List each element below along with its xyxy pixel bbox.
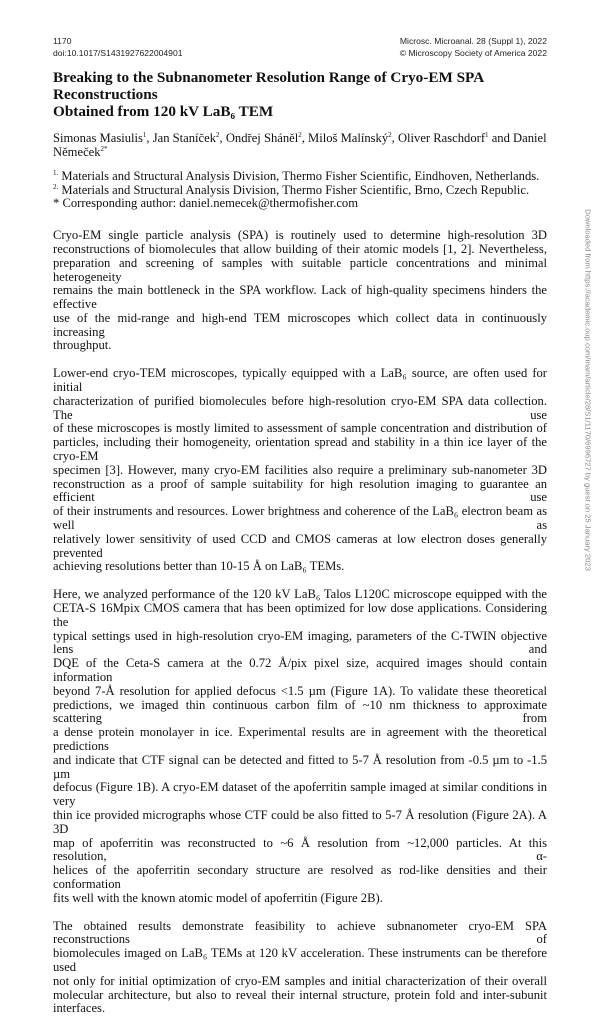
- author-affiliation-mark: 1: [142, 130, 147, 139]
- page-number: 1170: [53, 36, 72, 46]
- text-line: beyond 7-Å resolution for applied defocus <1.5 µm (Figure 1A). To validate these theoretical: [53, 683, 547, 698]
- text-line: relatively lower sensitivity of used CCD and CMOS cameras at low electron doses generally prevented: [53, 531, 547, 560]
- text-line: biomolecules imaged on LaB₆ TEMs at 120 kV acceleration. These instruments can be therefore used: [53, 946, 547, 974]
- text-line: interfaces.: [53, 1001, 106, 1016]
- affiliation-mark: 1.: [53, 168, 59, 177]
- author-affiliation-mark: 2: [388, 130, 392, 139]
- text-line: map of apoferritin was reconstructed to ~6 Å resolution from ~12,000 particles. At this resolution, α-: [53, 835, 547, 864]
- title-line: Obtained from 120 kV LaB₆ TEM: [53, 103, 274, 120]
- text-line: helices of the apoferritin secondary structure are resolved as rod-like densities and their conformation: [53, 863, 547, 891]
- text-line: The obtained results demonstrate feasibility to achieve subnanometer cryo-EM SPA reconstructions of: [53, 918, 547, 947]
- text-line: reconstructions of biomolecules that allow building of their atomic models [1, 2]. Nevertheless,: [53, 241, 547, 256]
- download-watermark: Downloaded from https://academic.oup.com/mam/article/28/S1/1170/6996727 by guest on 25 January 2023: [583, 209, 593, 571]
- author: Jan Staníček: [152, 131, 217, 145]
- affiliation-mark: *: [53, 196, 60, 211]
- author-affiliation-mark: 2*: [100, 144, 108, 153]
- text-line: throughput.: [53, 338, 112, 353]
- text-line: Cryo-EM single particle analysis (SPA) is routinely used to determine high-resolution 3D: [53, 228, 547, 243]
- text-line: a dense protein monolayer in ice. Experimental results are in agreement with the theoretical predictions: [53, 725, 547, 753]
- affiliation: [53, 184, 547, 198]
- text-line: molecular architecture, but also to reveal their internal structure, protein fold and inter-subunit: [53, 987, 547, 1002]
- paragraph-1: [53, 229, 547, 353]
- text-line: defocus (Figure 1B). A cryo-EM dataset of the apoferritin sample imaged at similar conditions in very: [53, 780, 547, 809]
- paragraph-3: [53, 588, 547, 905]
- paragraph-4: [53, 920, 547, 1016]
- corresponding-author-text: Corresponding author: daniel.nemecek@thermofisher.com: [62, 196, 359, 211]
- and-text: and: [491, 131, 510, 145]
- text-line: thin ice provided micrographs whose CTF could be also fitted to 5-7 Å resolution (Figure 2A). A 3D: [53, 807, 547, 836]
- affiliation-text: Materials and Structural Analysis Division, Thermo Fisher Scientific, Eindhoven, Netherlands.: [61, 169, 540, 183]
- corresponding-author: [53, 197, 547, 211]
- text-line: of their instruments and resources. Lower brightness and coherence of the LaB₆ electron beam as well as: [53, 504, 547, 533]
- journal-citation: Microsc. Microanal. 28 (Suppl 1), 2022: [399, 36, 547, 46]
- page-header: [53, 35, 547, 59]
- text-line: preparation and screening of samples with suitable particle concentrations and minimal heterogeneity: [53, 255, 547, 284]
- text-line: DQE of the Ceta-S camera at the 0.72 Å/pix pixel size, acquired images should contain information: [53, 656, 547, 685]
- text-line: reconstruction as a proof of sample suitability for high resolution imaging to guarantee an efficient use: [53, 476, 547, 505]
- doi[interactable]: doi:10.1017/S1431927622004901: [53, 48, 183, 58]
- affiliation: [53, 170, 547, 184]
- text-line: specimen [3]. However, many cryo-EM facilities also require a preliminary sub-nanometer 3D: [53, 462, 547, 477]
- text-line: achieving resolutions better than 10-15 Å on LaB₆ TEMs.: [53, 559, 345, 574]
- author: Daniel Němeček: [53, 131, 547, 159]
- author-affiliation-mark: 2: [216, 130, 220, 139]
- author-affiliation-mark: 1: [485, 130, 489, 139]
- text-line: CETA-S 16Mpix CMOS camera that has been optimized for low dose applications. Considering the: [53, 601, 547, 629]
- paper-title: [53, 69, 547, 120]
- paragraph-2: [53, 367, 547, 574]
- text-line: Here, we analyzed performance of the 120 kV LaB₆ Talos L120C microscope equipped with the: [53, 587, 547, 602]
- author: Oliver Raschdorf: [397, 131, 486, 145]
- author-list: Simonas Masiulis$^1$, Jan Staníček$^2$, Ondřej Sháněl$^2$, Miloš Malínský$^2$, Oliver Raschdorf$^1$ and Daniel Němeček$^{2*}$: [53, 130, 547, 159]
- author: Miloš Malínský: [308, 131, 389, 145]
- text-line: of these microscopes is mostly limited to assessment of sample concentration and distribution of: [53, 421, 547, 436]
- header-right: [400, 35, 547, 59]
- text-line: and indicate that CTF signal can be detected and fitted to 5-7 Å resolution from -0.5 µm to -1.5 µm: [53, 752, 547, 781]
- text-line: typical settings used in high-resolution cryo-EM imaging, parameters of the C-TWIN objective lens and: [53, 628, 547, 657]
- affiliation-text: Materials and Structural Analysis Division, Thermo Fisher Scientific, Brno, Czech Republic.: [61, 182, 530, 197]
- title-line: Breaking to the Subnanometer Resolution Range of Cryo-EM SPA Reconstructions: [53, 69, 484, 103]
- text-line: not only for initial optimization of cryo-EM samples and initial characterization of their overall: [53, 973, 547, 988]
- text-line: remains the main bottleneck in the SPA workflow. Lack of high-quality specimens hinders the effective: [53, 283, 547, 312]
- author: Ondřej Sháněl: [225, 131, 299, 145]
- text-line: fits well with the known atomic model of apoferritin (Figure 2B).: [53, 890, 383, 905]
- author: Simonas Masiulis: [53, 131, 143, 145]
- text-line: characterization of purified biomolecules before high-resolution cryo-EM SPA data collection. The use: [53, 393, 547, 422]
- affiliation-mark: 2.: [53, 182, 59, 191]
- author-affiliation-mark: 2: [298, 130, 302, 139]
- copyright: © Microscopy Society of America 2022: [399, 48, 547, 58]
- text-line: predictions, we imaged thin continuous carbon film of ~10 nm thickness to approximate scattering from: [53, 697, 547, 726]
- header-left: [53, 35, 183, 59]
- page-column: [53, 0, 547, 1016]
- affiliations: [53, 170, 547, 211]
- text-line: Lower-end cryo-TEM microscopes, typically equipped with a LaB₆ source, are often used for initial: [53, 366, 547, 395]
- text-line: particles, including their homogeneity, orientation spread and stability in a thin ice layer of the cryo-EM: [53, 435, 547, 464]
- text-line: use of the mid-range and high-end TEM microscopes which collect data in continuously increasing: [53, 310, 547, 339]
